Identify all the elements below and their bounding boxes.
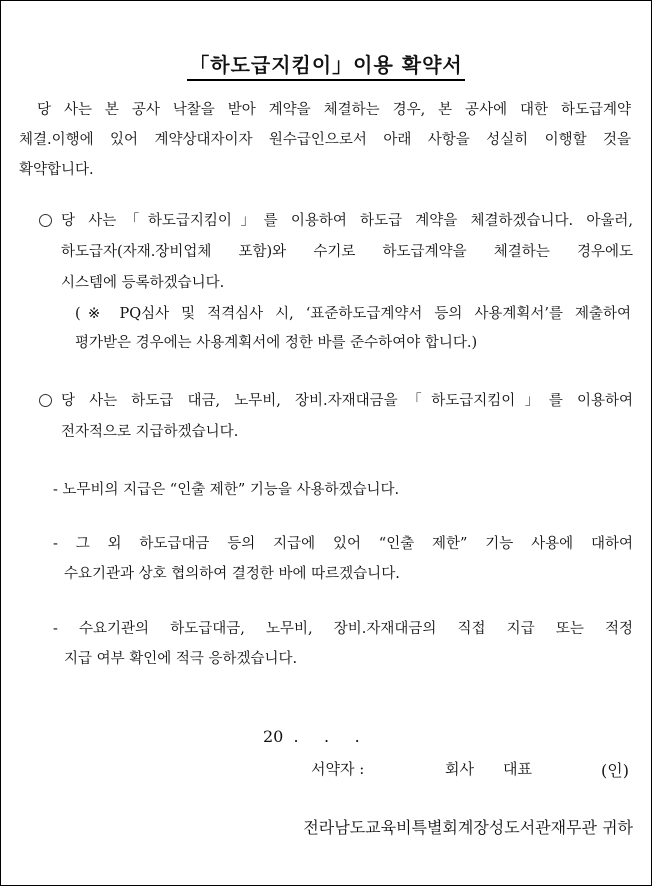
bullet-circle-icon (39, 394, 52, 407)
dash-item-line: 수요기관과 상호 협의하여 결정한 바에 따르겠습니다. (64, 566, 400, 582)
intro-line: 확약합니다. (19, 162, 94, 178)
item1-line: 당 사는「하도급지킴이」를 이용하여 하도급 계약을 체결하겠습니다. 아울러, (61, 213, 633, 229)
dash-item-line: - 노무비의 지급은 “인출 제한” 기능을 사용하겠습니다. (53, 482, 400, 498)
representative-label: 대표 (503, 760, 532, 778)
dash-item-line: - 수요기관의 하도급대금, 노무비, 장비.자재대금의 직접 지급 또는 적정 (53, 621, 633, 637)
item1-line: 시스템에 등록하겠습니다. (61, 275, 225, 291)
item1-note-line: 평가받은 경우에는 사용계획서에 정한 바를 준수하여야 합니다.) (75, 335, 478, 351)
item1-line: 하도급자(자재.장비업체 포함)와 수기로 하도급계약을 체결하는 경우에도 (61, 244, 633, 260)
dash-item-line: 지급 여부 확인에 적극 응하겠습니다. (64, 651, 298, 667)
date-field: 20 . . . (263, 727, 360, 746)
bullet-circle-icon (39, 214, 52, 227)
recipient-line: 전라남도교육비특별회계장성도서관재무관 귀하 (303, 818, 633, 837)
item2-line: 전자적으로 지급하겠습니다. (61, 424, 239, 440)
document-title: 「하도급지킴이」이용 확약서 (1, 49, 651, 78)
dash-item-line: - 그 외 하도급대금 등의 지급에 있어 “인출 제한” 기능 사용에 대하여 (53, 536, 633, 552)
intro-line: 체결.이행에 있어 계약상대자이자 원수급인으로서 아래 사항을 성실히 이행할 것을 (19, 132, 631, 148)
intro-line: 당 사는 본 공사 낙찰을 받아 계약을 체결하는 경우, 본 공사에 대한 하도급계약 (37, 102, 631, 118)
company-label: 회사 (445, 760, 474, 778)
item2-line: 당 사는 하도급 대금, 노무비, 장비.자재대금을「하도급지킴이」를 이용하여 (61, 393, 633, 409)
signer-label: 서약자 : (311, 760, 365, 778)
seal-mark: (인) (601, 761, 629, 780)
item1-note-line: (※ PQ심사 및 적격심사 시, ‘표준하도급계약서 등의 사용계획서’를 제출하여 (75, 306, 631, 322)
